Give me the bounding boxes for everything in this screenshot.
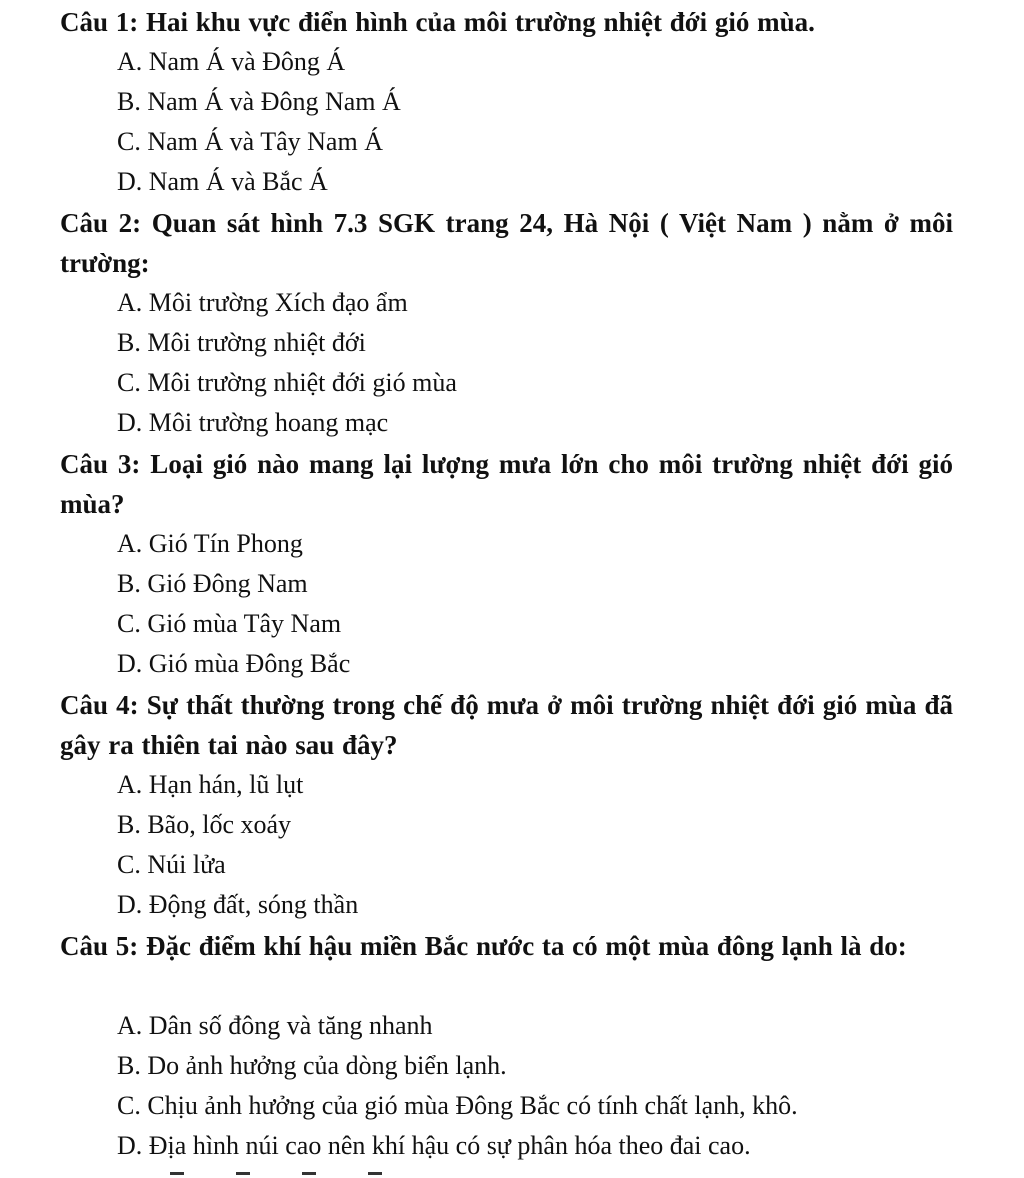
q5-option-a: A. Dân số đông và tăng nhanh — [117, 1011, 433, 1040]
q1-option-b: B. Nam Á và Đông Nam Á — [117, 87, 401, 116]
q3-option-a: A. Gió Tín Phong — [117, 529, 303, 558]
q2-option-a: A. Môi trường Xích đạo ẩm — [117, 288, 408, 317]
question-2: Câu 2: Quan sát hình 7.3 SGK trang 24, Hà Nội ( Việt Nam ) nằm ở môi trường: — [60, 208, 953, 278]
q4-option-b: B. Bão, lốc xoáy — [117, 810, 292, 839]
q3-option-b: B. Gió Đông Nam — [117, 569, 308, 598]
question-1: Câu 1: Hai khu vực điển hình của môi trường nhiệt đới gió mùa. — [60, 7, 815, 37]
q5-option-c: C. Chịu ảnh hưởng của gió mùa Đông Bắc có tính chất lạnh, khô. — [117, 1091, 798, 1120]
cropped-text-fragment — [170, 1166, 480, 1178]
q4-option-a: A. Hạn hán, lũ lụt — [117, 770, 304, 799]
q3-option-d: D. Gió mùa Đông Bắc — [117, 649, 351, 678]
question-5: Câu 5: Đặc điểm khí hậu miền Bắc nước ta có một mùa đông lạnh là do: — [60, 931, 907, 961]
q4-option-c: C. Núi lửa — [117, 850, 226, 879]
q3-option-c: C. Gió mùa Tây Nam — [117, 609, 342, 638]
q5-option-d: D. Địa hình núi cao nên khí hậu có sự phân hóa theo đai cao. — [117, 1131, 751, 1160]
q1-option-a: A. Nam Á và Đông Á — [117, 47, 346, 76]
q2-option-b: B. Môi trường nhiệt đới — [117, 328, 366, 357]
q1-option-c: C. Nam Á và Tây Nam Á — [117, 127, 383, 156]
q2-option-d: D. Môi trường hoang mạc — [117, 408, 389, 437]
q4-option-d: D. Động đất, sóng thần — [117, 890, 359, 919]
q1-option-d: D. Nam Á và Bắc Á — [117, 167, 328, 196]
question-4: Câu 4: Sự thất thường trong chế độ mưa ở môi trường nhiệt đới gió mùa đã gây ra thiên tai nào sau đây? — [60, 690, 953, 760]
q2-option-c: C. Môi trường nhiệt đới gió mùa — [117, 368, 457, 397]
question-3: Câu 3: Loại gió nào mang lại lượng mưa lớn cho môi trường nhiệt đới gió mùa? — [60, 449, 953, 519]
q5-option-b: B. Do ảnh hưởng của dòng biển lạnh. — [117, 1051, 507, 1080]
